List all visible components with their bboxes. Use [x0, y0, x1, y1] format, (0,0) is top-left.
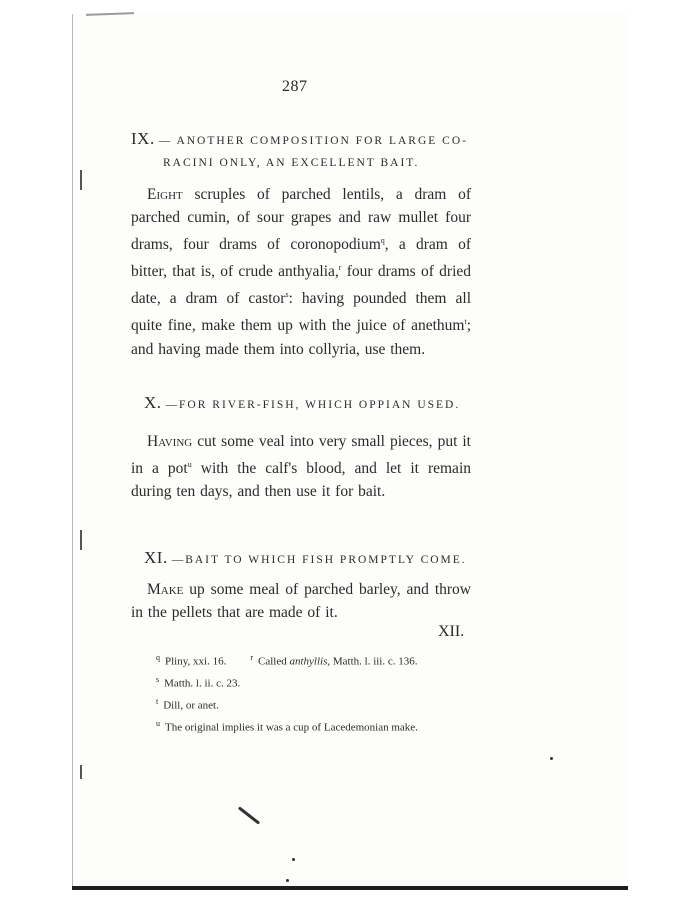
section-xi-text-a: up some meal of parched barley, and throw in the pellets that are made of it.: [131, 581, 471, 621]
footnote-s-text: Matth. l. ii. c. 23.: [164, 677, 241, 690]
section-x-title: —FOR RIVER-FISH, WHICH OPPIAN USED.: [165, 399, 461, 411]
section-ix-heading: [131, 128, 491, 174]
footnote-ref-s: s: [285, 290, 289, 300]
footnote-ref-u: u: [187, 460, 192, 469]
section-ix-title-line1: — ANOTHER COMPOSITION FOR LARGE CO-: [158, 135, 468, 147]
section-xi-title: —BAIT TO WHICH FISH PROMPTLY COME.: [171, 554, 467, 566]
section-ix-text-c: four drams of dried date, a dram of castor: [131, 263, 472, 308]
footnote-line: [156, 649, 486, 671]
section-x-text-a: cut some veal into very small pieces, put it in a pot: [131, 433, 471, 478]
section-xi-body: [131, 578, 471, 624]
ink-dot: [550, 757, 553, 760]
footnote-mark-u: u: [156, 719, 160, 729]
section-x-numeral: X.: [144, 393, 162, 412]
margin-mark: [80, 765, 88, 779]
footnote-t-text: Dill, or anet.: [163, 699, 219, 712]
footnote-mark-q: q: [156, 653, 160, 662]
ink-dot: [292, 858, 295, 861]
footnote-mark-t: t: [156, 697, 159, 707]
footnote-ref-q: q: [380, 236, 385, 245]
section-ix-lead: Eight: [147, 186, 183, 203]
footnote-r-text-b: Matth. l. iii. c. 136.: [330, 655, 418, 668]
section-x-heading: [144, 392, 504, 416]
footnote-r-text-a: Called: [258, 655, 290, 668]
footnote-line: [156, 671, 486, 693]
footnote-mark-r: r: [250, 653, 253, 662]
section-x-lead: Having: [147, 433, 193, 450]
section-ix-body: [131, 183, 471, 361]
footnote-r-text-italic: anthyllis,: [289, 655, 331, 668]
footnote-line: [156, 715, 486, 737]
section-xi-lead: Make: [147, 581, 184, 598]
section-ix-text-e: ; and having made them into collyria, use them.: [131, 317, 471, 358]
footnote-mark-s: s: [156, 675, 160, 685]
section-ix-text-b: , a dram of bitter, that is, of crude anthyalia,: [131, 236, 471, 281]
ink-dot: [286, 879, 289, 882]
section-ix-text-a: scruples of parched lentils, a dram of parched cumin, of sour grapes and raw mullet four drams, four drams of coronopodium: [131, 186, 471, 254]
section-x-text-b: with the calf's blood, and let it remain during ten days, and then use it for bait.: [131, 460, 471, 501]
section-xi-heading: [144, 547, 504, 571]
footnote-ref-t: t: [464, 317, 467, 327]
section-ix-title-line2: RACINI ONLY, AN EXCELLENT BAIT.: [163, 157, 420, 169]
section-ix-text-d: : having pounded them all quite fine, make them up with the juice of anethum: [131, 290, 472, 335]
footnote-line: [156, 693, 486, 715]
margin-mark: [80, 530, 88, 550]
page-number: 287: [282, 78, 308, 95]
footnotes: [156, 649, 486, 738]
margin-mark: [80, 170, 88, 190]
bottom-edge-rule: [72, 886, 628, 890]
section-ix-numeral: IX.: [131, 129, 155, 148]
section-x-body: [131, 430, 471, 503]
footnote-ref-r: r: [338, 263, 342, 273]
section-xi-numeral: XI.: [144, 548, 168, 567]
catchword: XII.: [438, 623, 465, 640]
footnote-q-text: Pliny, xxi. 16.: [165, 655, 227, 668]
footnote-u-text: The original implies it was a cup of Lacedemonian make.: [165, 722, 418, 735]
